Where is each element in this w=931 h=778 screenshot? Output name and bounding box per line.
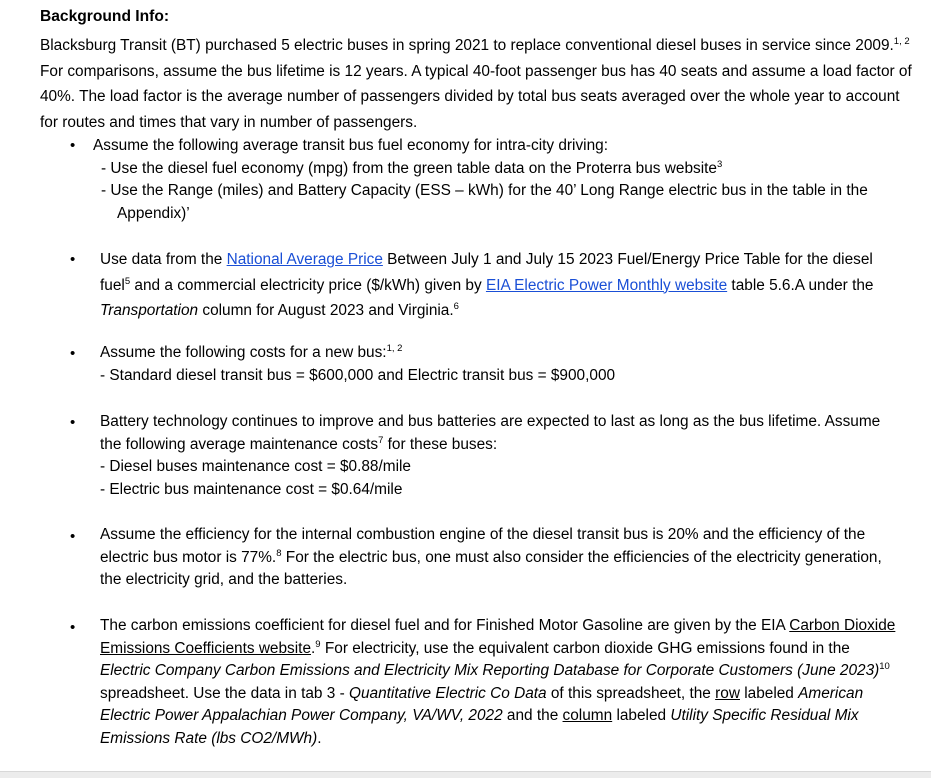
footnote-1-2: 1, 2 (386, 343, 403, 354)
transportation-column-label: Transportation (100, 302, 199, 319)
prices-text-1: Use data from the (100, 251, 227, 268)
fuel-economy-electric: - Use the Range (miles) and Battery Capacity (ESS – kWh) for the 40’ Long Range electric bus in the table in the Appendix)’ (101, 182, 868, 222)
prices-text-5: column for August 2023 and Virginia. (198, 302, 454, 319)
intro-text-2: For comparisons, assume the bus lifetime is 12 years. A typical 40-foot passenger bus has 40 seats and assume a load factor of 40%. The load factor is the average number of passengers divided by total bus seats averaged over the whole year to account for routes and times that vary in number of passengers. (40, 62, 912, 131)
maintenance-text-2: for these buses: (383, 435, 498, 453)
footnote-10: 10 (879, 661, 890, 672)
footnote-9: 9 (315, 638, 321, 650)
section-heading: Background Info: (40, 8, 170, 25)
footnote-6: 6 (453, 301, 459, 312)
bullet-marker: • (70, 528, 76, 545)
footnote-7: 7 (378, 434, 384, 446)
bullet-marker: • (70, 619, 76, 636)
bullet-emissions (100, 615, 900, 750)
row-word: row (715, 684, 740, 702)
bullet-bus-costs (100, 342, 900, 387)
bullet-marker: • (70, 345, 76, 362)
emissions-text-6: labeled (739, 684, 799, 702)
emissions-text-8: labeled (612, 707, 671, 724)
footnote-8: 8 (276, 547, 282, 559)
emissions-text-2: . (311, 639, 316, 657)
bus-costs-values: - Standard diesel transit bus = $600,000 and Electric transit bus = $900,000 (100, 366, 616, 384)
intro-text-1: Blacksburg Transit (BT) purchased 5 electric buses in spring 2021 to replace conventional diesel buses in service since 2009. (40, 37, 894, 54)
co2-coefficients-website: Carbon Dioxide Emissions Coefficients website (100, 617, 896, 657)
emissions-text-9: . (317, 729, 322, 747)
maintenance-diesel: - Diesel buses maintenance cost = $0.88/mile (100, 458, 411, 475)
eia-electric-power-monthly-link[interactable]: EIA Electric Power Monthly website (485, 276, 728, 294)
bus-costs-lead: Assume the following costs for a new bus: (100, 344, 387, 361)
tab-name: Quantitative Electric Co Data (348, 684, 547, 702)
fuel-economy-diesel (101, 158, 913, 181)
maintenance-text-1: Battery technology continues to improve and bus batteries are expected to last as long as the bus lifetime. Assume the following average maintenance costs (100, 413, 881, 453)
prices-text-4: table 5.6.A under the (727, 276, 874, 294)
bullet-maintenance (100, 411, 900, 501)
column-label: Utility Specific Residual Mix Emissions Rate (lbs CO2/MWh) (100, 707, 859, 747)
bullet-fuel-economy (93, 135, 913, 225)
intro-paragraph (40, 33, 920, 135)
bullet-marker: • (70, 137, 76, 154)
row-label: American Electric Power Appalachian Power Company, VA/WV, 2022 (100, 684, 864, 724)
bullet-fuel-prices (100, 247, 900, 324)
intro-footnote: 1, 2 (893, 36, 910, 47)
emissions-text-1: The carbon emissions coefficient for diesel fuel and for Finished Motor Gasoline are given by the EIA (100, 617, 790, 634)
emissions-text-5: of this spreadsheet, the (546, 684, 716, 702)
emissions-text-7: and the (502, 707, 563, 724)
bullet-efficiency (100, 524, 900, 592)
efficiency-text-2: For the electric bus, one must also consider the efficiencies of the electricity generation, the electricity grid, and the batteries. (100, 548, 882, 588)
fuel-economy-lead: Assume the following average transit bus fuel economy for intra-city driving: (93, 137, 608, 154)
fuel-economy-diesel-text: - Use the diesel fuel economy (mpg) from the green table data on the Proterra bus website (101, 159, 717, 177)
footnote-3: 3 (716, 158, 723, 170)
column-word: column (562, 707, 613, 724)
national-average-price-link[interactable]: National Average Price (226, 251, 383, 268)
emissions-text-4: spreadsheet. Use the data in tab 3 - (100, 684, 349, 702)
footnote-5: 5 (124, 275, 131, 287)
database-title: Electric Company Carbon Emissions and Electricity Mix Reporting Database for Corporate Customers (June 2023) (100, 662, 880, 679)
bullet-marker: • (70, 251, 76, 268)
maintenance-electric: - Electric bus maintenance cost = $0.64/mile (100, 480, 403, 498)
prices-text-3: and a commercial electricity price ($/kWh) given by (130, 276, 486, 294)
efficiency-text-1: Assume the efficiency for the internal combustion engine of the diesel transit bus is 20% and the efficiency of the electric bus motor is 77%. (100, 526, 866, 566)
bullet-marker: • (70, 414, 76, 431)
emissions-text-3: For electricity, use the equivalent carbon dioxide GHG emissions found in the (320, 639, 850, 657)
prices-text-2: Between July 1 and July 15 2023 Fuel/Energy Price Table for the diesel fuel (100, 251, 873, 294)
